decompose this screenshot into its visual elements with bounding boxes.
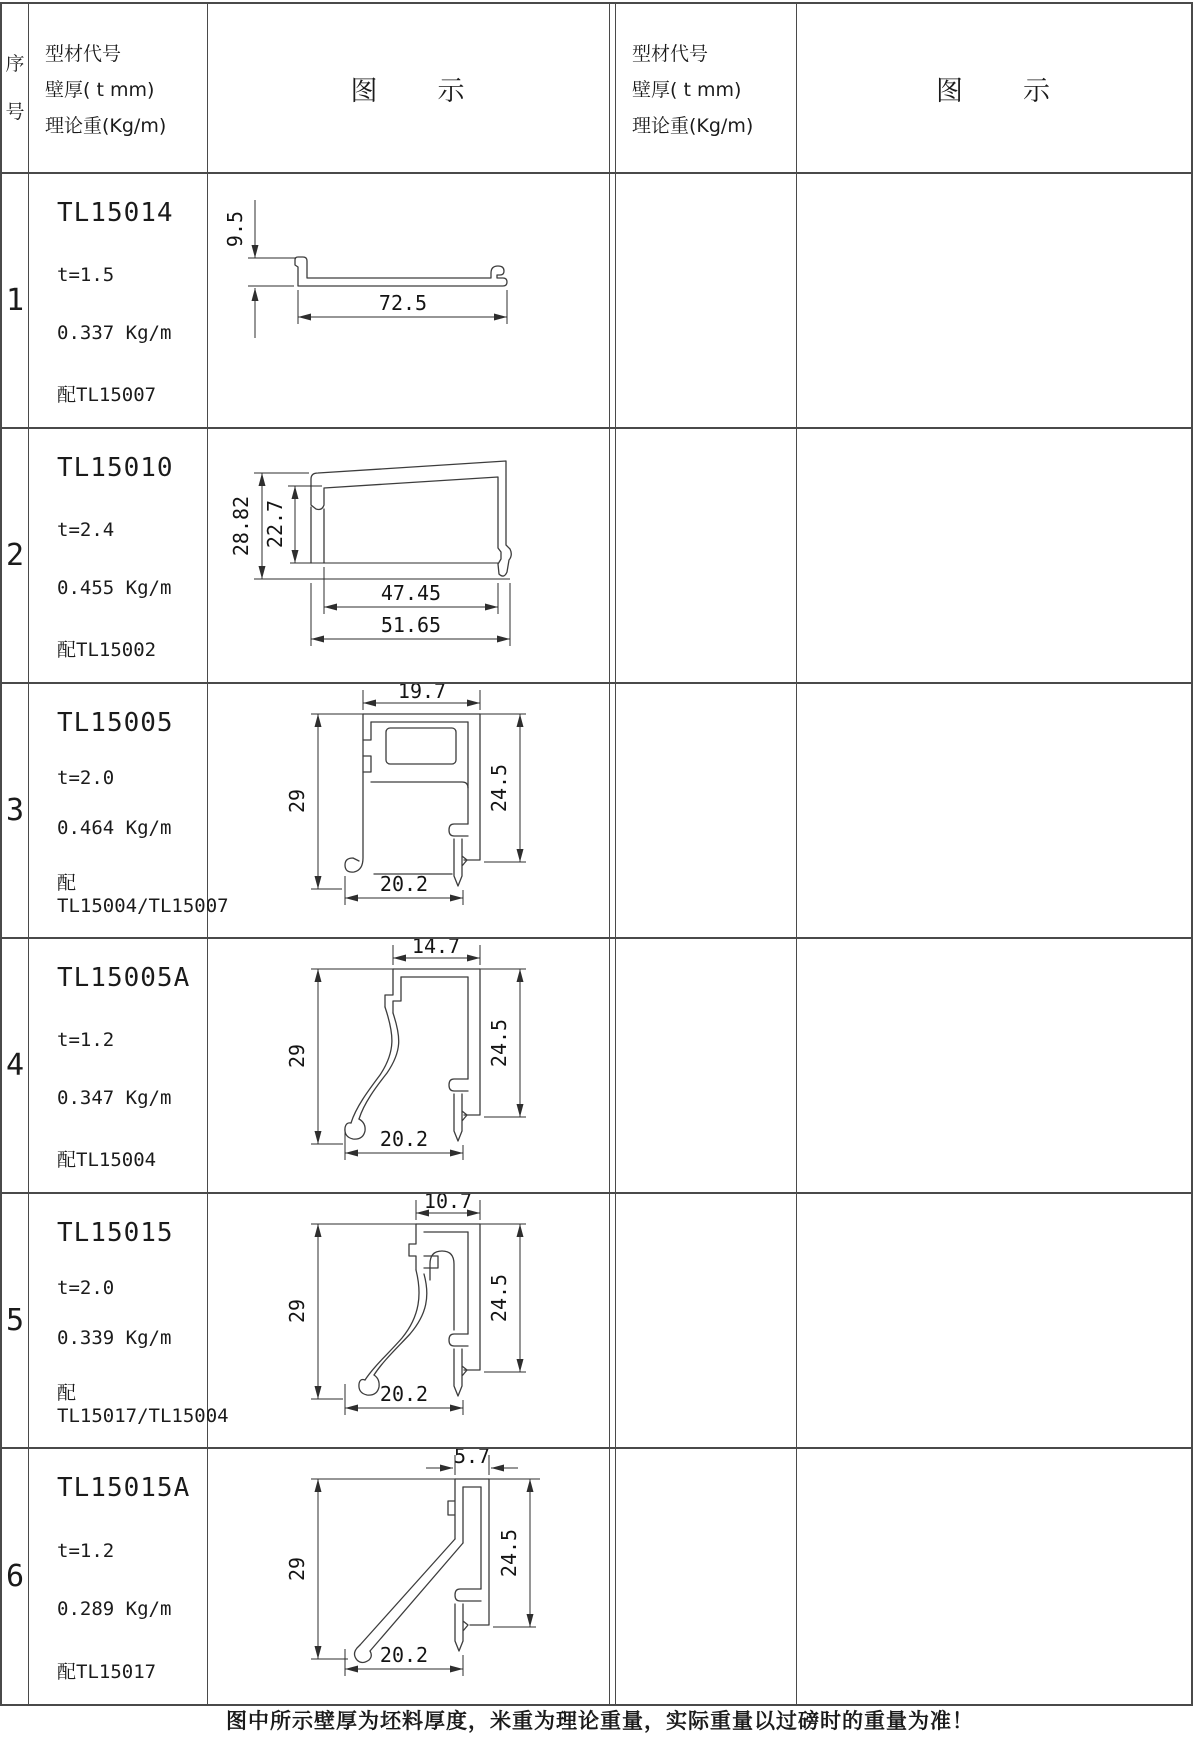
profile-code: TL15005	[57, 708, 174, 738]
spec-cell	[29, 174, 208, 429]
unit-weight: 0.339 Kg/m	[57, 1327, 172, 1350]
header-diagram-cell-left	[208, 4, 610, 174]
dim-label: 19.7	[397, 684, 447, 703]
empty-diagram-cell	[797, 174, 1191, 429]
diagram-cell	[208, 1194, 610, 1449]
dim-label: 14.7	[411, 939, 461, 958]
row-number	[2, 939, 29, 1194]
dim-label: 47.45	[380, 581, 442, 605]
empty-diagram-cell	[797, 939, 1191, 1194]
row-number	[2, 1449, 29, 1704]
row-number	[2, 429, 29, 684]
header-spec-line: 壁厚( t mm)	[45, 78, 155, 101]
unit-weight: 0.455 Kg/m	[57, 577, 172, 599]
matching-profile: 配TL15004	[57, 1149, 157, 1171]
unit-weight: 0.464 Kg/m	[57, 817, 172, 840]
spec-cell	[29, 1449, 208, 1704]
profile-diagram-tl15015a	[208, 1449, 610, 1702]
dim-label: 24.5	[487, 1273, 511, 1323]
empty-diagram-cell	[797, 684, 1191, 939]
unit-weight: 0.337 Kg/m	[57, 322, 172, 344]
spec-cell	[29, 684, 229, 939]
spec-cell	[29, 1194, 229, 1449]
dim-label: 20.2	[379, 872, 429, 896]
spec-cell	[29, 429, 208, 684]
matching-profile: 配TL15007	[57, 384, 157, 406]
empty-spec-cell	[616, 429, 797, 684]
header-spec-line: 理论重(Kg/m)	[45, 114, 167, 137]
unit-weight: 0.347 Kg/m	[57, 1087, 172, 1109]
dim-label: 24.5	[487, 763, 511, 813]
empty-diagram-cell	[797, 429, 1191, 684]
profile-diagram-tl15005	[208, 684, 610, 937]
dim-label: 24.5	[497, 1528, 521, 1578]
profile-code: TL15015	[57, 1218, 174, 1248]
matching-profile: 配TL15017	[57, 1660, 157, 1683]
profile-diagram-tl15014	[208, 174, 610, 427]
wall-thickness: t=1.2	[57, 1029, 115, 1051]
wall-thickness: t=2.0	[57, 1276, 115, 1299]
dim-label: 72.5	[378, 291, 428, 315]
matching-profile: 配TL15002	[57, 639, 157, 661]
diagram-cell	[208, 174, 610, 429]
profile-diagram-tl15015	[208, 1194, 610, 1447]
header-spec-line: 型材代号	[45, 42, 122, 65]
empty-diagram-cell	[797, 1449, 1191, 1704]
profile-diagram-tl15005a	[208, 939, 610, 1192]
header-diagram-label: 图 示	[936, 75, 1052, 107]
row-number-label: 3	[5, 793, 25, 828]
row-number-label: 6	[5, 1559, 25, 1594]
wall-thickness: t=1.2	[57, 1539, 115, 1562]
spec-cell	[29, 939, 208, 1194]
dim-label: 9.5	[223, 210, 247, 248]
header-serial-cell	[2, 4, 29, 174]
header-serial-label: 序号	[5, 53, 25, 123]
row-number-label: 5	[5, 1303, 25, 1338]
empty-spec-cell	[616, 684, 797, 939]
dim-label: 24.5	[487, 1018, 511, 1068]
wall-thickness: t=1.5	[57, 264, 115, 286]
dim-label: 20.2	[379, 1127, 429, 1151]
dim-label: 10.7	[423, 1194, 473, 1213]
unit-weight: 0.289 Kg/m	[57, 1598, 172, 1621]
footer-note: 图中所示壁厚为坯料厚度，米重为理论重量，实际重量以过磅时的重量为准！	[226, 1709, 974, 1733]
profile-code: TL15015A	[57, 1473, 191, 1503]
header-spec-line: 型材代号	[632, 42, 709, 65]
profile-code: TL15005A	[57, 963, 191, 993]
dim-label: 20.2	[379, 1382, 429, 1406]
wall-thickness: t=2.4	[57, 519, 115, 541]
header-spec-cell-right	[616, 4, 797, 174]
diagram-cell	[208, 684, 610, 939]
row-number-label: 1	[5, 283, 25, 318]
dim-label: 22.7	[263, 499, 287, 549]
dim-label: 28.82	[229, 495, 253, 557]
wall-thickness: t=2.0	[57, 766, 115, 789]
header-spec-line: 壁厚( t mm)	[632, 78, 742, 101]
empty-diagram-cell	[797, 1194, 1191, 1449]
profile-diagram-tl15010	[208, 429, 610, 682]
dim-label: 5.7	[453, 1449, 491, 1468]
row-number	[2, 1194, 29, 1449]
dim-label: 29	[285, 1043, 309, 1069]
profile-code: TL15014	[57, 198, 174, 228]
matching-profile: 配TL15004/TL15007	[57, 871, 229, 917]
row-number	[2, 174, 29, 429]
header-spec-cell-left	[29, 4, 208, 174]
empty-spec-cell	[616, 1449, 797, 1704]
dim-label: 29	[285, 1298, 309, 1324]
matching-profile: 配TL15017/TL15004	[57, 1381, 229, 1427]
profile-spec-table	[0, 2, 1193, 1706]
header-diagram-cell-right	[797, 4, 1191, 174]
empty-spec-cell	[616, 174, 797, 429]
dim-label: 20.2	[379, 1643, 429, 1667]
dim-label: 51.65	[380, 613, 442, 637]
empty-spec-cell	[616, 1194, 797, 1449]
empty-spec-cell	[616, 939, 797, 1194]
diagram-cell	[208, 429, 610, 684]
header-diagram-label: 图 示	[350, 75, 467, 107]
row-number	[2, 684, 29, 939]
row-number-label: 2	[5, 538, 25, 573]
profile-code: TL15010	[57, 453, 174, 483]
diagram-cell	[208, 1449, 610, 1704]
header-spec-line: 理论重(Kg/m)	[632, 114, 754, 137]
dim-label: 29	[285, 788, 309, 814]
diagram-cell	[208, 939, 610, 1194]
row-number-label: 4	[5, 1048, 25, 1083]
dim-label: 29	[285, 1556, 309, 1582]
